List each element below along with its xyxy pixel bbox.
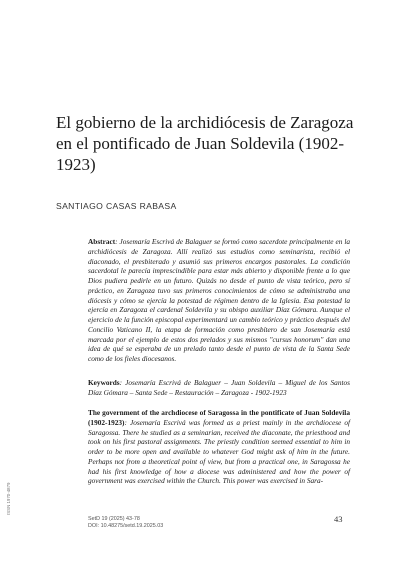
footer-citation xyxy=(88,516,228,531)
abstract-label: Abstract xyxy=(88,237,116,246)
english-abstract-paragraph xyxy=(88,408,350,486)
keywords-paragraph xyxy=(88,378,350,398)
keywords-label: Keywords xyxy=(88,378,120,387)
author-name: SANTIAGO CASAS RABASA xyxy=(56,201,177,211)
abstract-paragraph xyxy=(88,237,350,364)
page-number: 43 xyxy=(334,514,343,524)
article-title: El gobierno de la archidiócesis de Zaragoza en el pontificado de Juan Soldevila (1902-1923) xyxy=(56,113,354,174)
footer-doi: DOI: 10.48275/setd.19.2025.03 xyxy=(88,523,164,530)
footer-journal: SetD 19 (2025) 43-78 xyxy=(88,516,140,522)
english-abstract-text: : Josemaría Escrivá was formed as a priest mainly in the archdiocese of Saragossa. There he studied as a seminarian, received the diaconate, the priesthood and took on his first pastoral assignments. The priestly condition seemed essential to him in order to be more open and available to whatever God might ask of him in the future. Perhaps not from a theoretical point of view, but from a practical one, in Saragossa he had his first knowledge of how a diocese was administered and how the power of government was exercised within the Church. This power was exercised in Sara- xyxy=(88,417,350,486)
english-title: The government of the archdiocese of Saragossa in the pontificate of Juan Soldevila (1902-1923) xyxy=(88,408,350,427)
keywords-text: : Josemaría Escrivá de Balaguer – Juan Soldevila – Miguel de los Santos Díaz Gómara – Santa Sede – Restauración – Zaragoza - 1902-1923 xyxy=(88,378,350,397)
side-issn-code: ISSN 1970-4879 xyxy=(6,482,11,515)
abstract-text: : Josemaría Escrivá de Balaguer se formó como sacerdote principalmente en la archidiócesis de Zaragoza. Allí realizó sus estudios como seminarista, recibió el diaconado, el presbiterado y asumió sus primeros encargos pastorales. La condición sacerdotal le parecía imprescindible para estar más abierto y disponible frente a lo que Dios pudiera pedirle en un futuro. Quizás no desde el punto de vista teórico, pero sí práctico, en Zaragoza tuvo sus primeros conocimientos de cómo se administraba una diócesis y cómo se ejercía la potestad de régimen dentro de la Iglesia. Esa potestad la ejercía en Zaragoza el cardenal Soldevila y su obispo auxiliar Díaz Gómara. Aunque el ejercicio de la función episcopal experimentará un cambio teórico y práctico después del Concilio Vaticano II, la etapa de formación como presbítero de san Josemaría está marcada por el ejemplo de estos dos prelados y sus mismos "cursus honorum" dan una idea de qué se esperaba de un prelado tanto desde el punto de vista de la Santa Sede como de los fieles diocesanos. xyxy=(88,237,350,363)
